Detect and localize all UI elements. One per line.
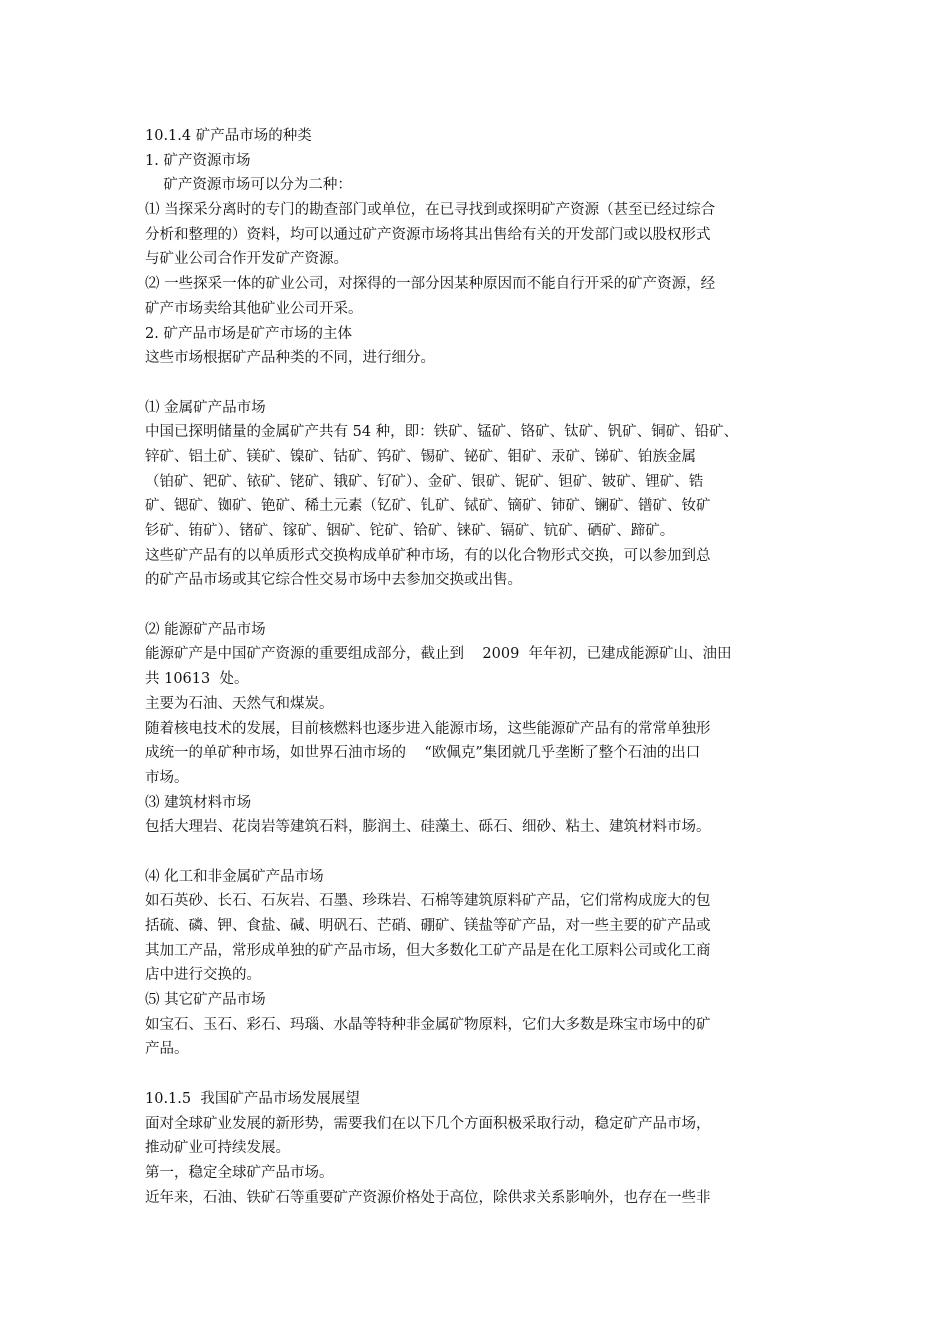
text-line: 包括大理岩、花岗岩等建筑石料，膨润土、硅藻土、砾石、细砂、粘土、建筑材料市场。 — [145, 819, 711, 836]
section-heading: 10.1.4 矿产品市场的种类 — [145, 128, 312, 144]
subheading: ⑷ 化工和非金属矿产品市场 — [145, 868, 324, 885]
text-line: 随着核电技术的发展，目前核燃料也逐步进入能源市场，这些能源矿产品有的常常单独形 — [145, 720, 711, 737]
text-line: ⑴ 当探采分离时的专门的勘查部门或单位，在已寻找到或探明矿产资源（甚至已经过综合 — [145, 202, 716, 219]
section-heading: 10.1.5 我国矿产品市场发展展望 — [145, 1090, 360, 1107]
text-line: 与矿业公司合作开发矿产资源。 — [145, 251, 348, 268]
subheading: 1. 矿产资源市场 — [145, 152, 251, 169]
text-line: 括硫、磷、钾、食盐、碱、明矾石、芒硝、硼矿、镁盐等矿产品，对一些主要的矿产品或 — [145, 918, 711, 934]
text-line: 这些市场根据矿产品种类的不同，进行细分。 — [145, 350, 435, 367]
subheading: ⑴ 金属矿产品市场 — [145, 399, 266, 416]
text-line: ⑵ 一些探采一体的矿业公司，对探得的一部分因某种原因而不能自行开采的矿产资源，经 — [145, 276, 716, 293]
text-line: 分析和整理的）资料，均可以通过矿产资源市场将其出售给有关的开发部门或以股权形式 — [145, 226, 711, 243]
text-line: 锌矿、铝土矿、镁矿、镍矿、钴矿、钨矿、锡矿、铋矿、钼矿、汞矿、锑矿、铂族金属 — [145, 448, 696, 465]
text-line: 矿产资源市场可以分为二种： — [145, 177, 352, 194]
subheading: 2. 矿产品市场是矿产市场的主体 — [145, 325, 352, 342]
subheading: ⑸ 其它矿产品市场 — [145, 992, 266, 1009]
document-body — [145, 124, 820, 1210]
text-line: 如宝石、玉石、彩石、玛瑙、水晶等特种非金属矿物原料，它们大多数是珠宝市场中的矿 — [145, 1016, 711, 1033]
text-line: 其加工产品，常形成单独的矿产品市场，但大多数化工矿产品是在化工原料公司或化工商 — [145, 942, 711, 959]
text-line: （铂矿、钯矿、铱矿、铑矿、锇矿、钌矿）、金矿、银矿、铌矿、钽矿、铍矿、锂矿、锆 — [145, 473, 704, 490]
text-line: 成统一的单矿种市场，如世界石油市场的 “欧佩克”集团就几乎垄断了整个石油的出口 — [145, 745, 701, 762]
text-line: 店中进行交换的。 — [145, 967, 261, 984]
text-line: 推动矿业可持续发展。 — [145, 1140, 290, 1157]
subheading: ⑵ 能源矿产品市场 — [145, 621, 266, 638]
subheading: 第一，稳定全球矿产品市场。 — [145, 1164, 334, 1181]
blank-line — [145, 593, 820, 618]
blank-line — [145, 840, 820, 865]
text-line: 的矿产品市场或其它综合性交易市场中去参加交换或出售。 — [145, 572, 522, 589]
text-line: 矿、锶矿、铷矿、铯矿、稀土元素（钇矿、钆矿、铽矿、镝矿、铈矿、镧矿、镨矿、钕矿 — [145, 498, 711, 515]
text-line: 市场。 — [145, 769, 189, 786]
text-line: 钐矿、铕矿）、锗矿、镓矿、铟矿、铊矿、铪矿、铼矿、镉矿、钪矿、硒矿、蹄矿。 — [145, 523, 675, 539]
blank-line — [145, 371, 820, 396]
text-line: 面对全球矿业发展的新形势，需要我们在以下几个方面积极采取行动，稳定矿产品市场， — [145, 1115, 711, 1132]
blank-line — [145, 1062, 820, 1087]
text-line: 近年来，石油、铁矿石等重要矿产资源价格处于高位，除供求关系影响外，也存在一些非 — [145, 1189, 711, 1206]
text-line: 这些矿产品有的以单质形式交换构成单矿种市场，有的以化合物形式交换，可以参加到总 — [145, 547, 711, 564]
text-line: 如石英砂、长石、石灰岩、石墨、珍珠岩、石棉等建筑原料矿产品，它们常构成庞大的包 — [145, 893, 711, 910]
text-line: 能源矿产是中国矿产资源的重要组成部分，截止到 2009 年年初，已建成能源矿山、油田 — [145, 646, 732, 663]
text-line: 产品。 — [145, 1041, 189, 1058]
text-line: 矿产市场卖给其他矿业公司开采。 — [145, 300, 363, 317]
text-line: 主要为石油、天然气和煤炭。 — [145, 695, 334, 712]
text-line: 中国已探明储量的金属矿产共有 54 种，即：铁矿、锰矿、铬矿、钛矿、钒矿、铜矿、铅矿、 — [145, 424, 739, 441]
subheading: ⑶ 建筑材料市场 — [145, 794, 252, 811]
text-line: 共 10613 处。 — [145, 671, 249, 688]
